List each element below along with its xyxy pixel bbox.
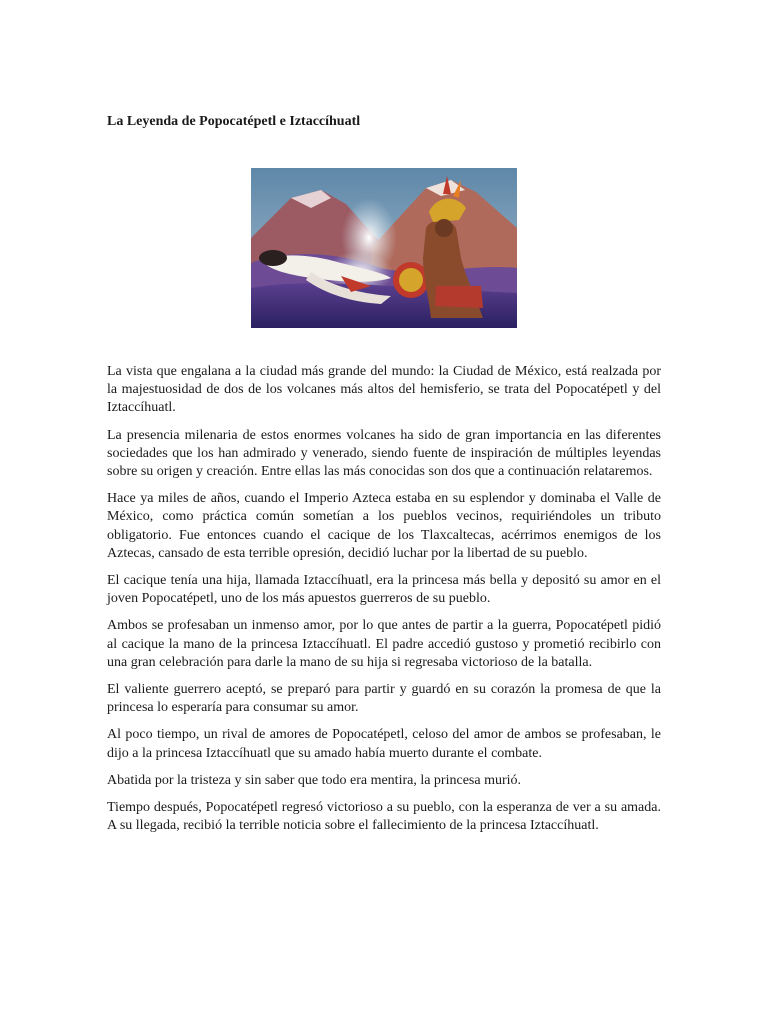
paragraph: Ambos se profesaban un inmenso amor, por lo que antes de partir a la guerra, Popocatépetl pidió al cacique la mano de la princesa Iztaccíhuatl. El padre accedió gustoso y prometió recibirlo con una gran celebración para darle la mano de su hija si regresaba victorioso de la batalla.: [107, 618, 661, 670]
legend-illustration: [251, 168, 517, 328]
paragraph: Hace ya miles de años, cuando el Imperio Azteca estaba en su esplendor y dominaba el Valle de México, como práctica común sometían a los pueblos vecinos, requiriéndoles un tributo obligatorio. Fue entonces cuando el cacique de los Tlaxcaltecas, acérrimos enemigos de los Aztecas, cansado de esta terrible opresión, decidió luchar por la libertad de su pueblo.: [107, 491, 661, 561]
document-body: [107, 363, 661, 844]
paragraph: El valiente guerrero aceptó, se preparó para partir y guardó en su corazón la promesa de que la princesa lo esperaría para consumar su amor.: [107, 682, 661, 716]
paragraph: El cacique tenía una hija, llamada Iztaccíhuatl, era la princesa más bella y depositó su amor en el joven Popocatépetl, uno de los más apuestos guerreros de su pueblo.: [107, 573, 661, 607]
paragraph: Tiempo después, Popocatépetl regresó victorioso a su pueblo, con la esperanza de ver a su amada. A su llegada, recibió la terrible noticia sobre el fallecimiento de la princesa Iztaccíhuatl.: [107, 800, 661, 834]
document-title: La Leyenda de Popocatépetl e Iztaccíhuatl: [107, 114, 361, 129]
paragraph: Al poco tiempo, un rival de amores de Popocatépetl, celoso del amor de ambos se profesaban, le dijo a la princesa Iztaccíhuatl que su amado había muerto durante el combate.: [107, 727, 661, 761]
paragraph: La vista que engalana a la ciudad más grande del mundo: la Ciudad de México, está realzada por la majestuosidad de dos de los volcanes más altos del hemisferio, se trata del Popocatépetl y del Iztaccíhuatl.: [107, 364, 661, 416]
paragraph: Abatida por la tristeza y sin saber que todo era mentira, la princesa murió.: [107, 772, 522, 788]
paragraph: La presencia milenaria de estos enormes volcanes ha sido de gran importancia en las diferentes sociedades que los han admirado y venerado, siendo fuente de inspiración de múltiples leyendas sobre su origen y creación. Entre ellas las más conocidas son dos que a continuación relataremos.: [107, 427, 661, 480]
